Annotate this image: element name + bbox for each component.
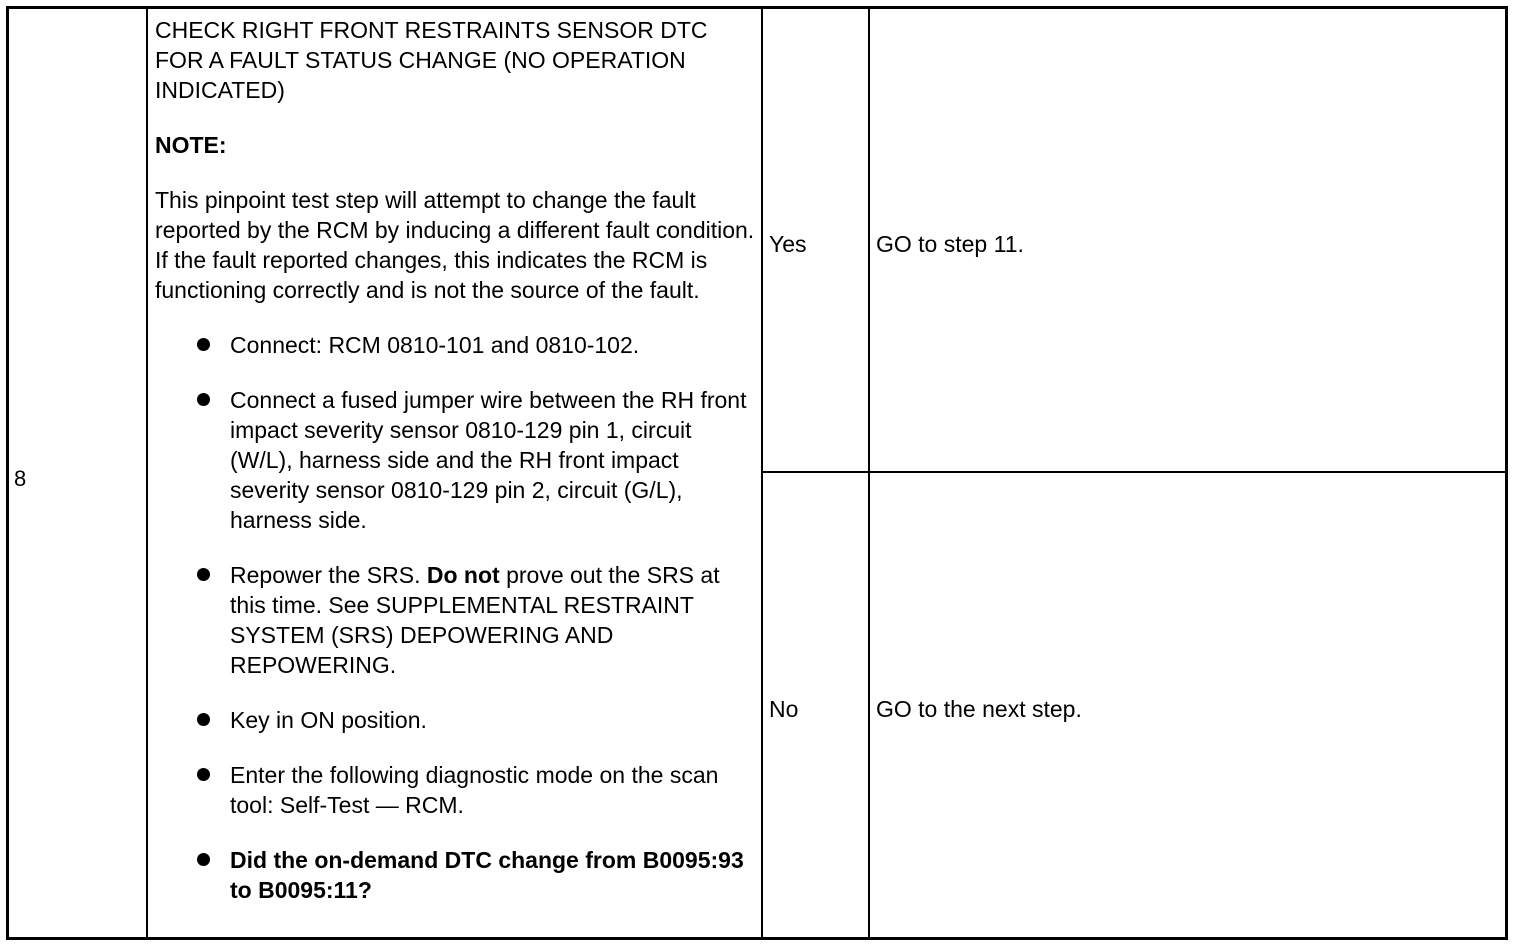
list-item	[155, 385, 755, 535]
instruction-text: prove out the SRS at this time. See SUPPLEMENTAL RESTRAINT SYSTEM (SRS) DEPOWERING AND REPOWERING.	[230, 562, 720, 678]
bullet-icon	[197, 393, 210, 406]
list-item	[155, 330, 755, 360]
instruction-text: Connect a fused jumper wire between the RH front impact severity sensor 0810-129 pin 1, circuit (W/L), harness side and the RH front impact severity sensor 0810-129 pin 2, circuit (G/L), harness side.	[230, 387, 747, 533]
bullet-icon	[197, 853, 210, 866]
bullet-icon	[197, 713, 210, 726]
column-divider	[761, 9, 763, 937]
bullet-icon	[197, 568, 210, 581]
column-divider	[868, 9, 870, 937]
list-item	[155, 760, 755, 820]
instruction-text: Key in ON position.	[230, 707, 427, 733]
instruction-text: Connect: RCM 0810-101 and 0810-102.	[230, 332, 640, 358]
answer-yes: Yes	[769, 231, 807, 257]
instruction-list	[155, 330, 755, 905]
instruction-text: Repower the SRS.	[230, 562, 427, 588]
note-text: This pinpoint test step will attempt to change the fault reported by the RCM by inducing a different fault condition. If the fault reported changes, this indicates the RCM is functioning correctly and is not the source of the fault.	[155, 187, 755, 303]
question-text: Did the on-demand DTC change from B0095:93 to B0095:11?	[230, 847, 744, 903]
list-item	[155, 705, 755, 735]
column-divider	[146, 9, 148, 937]
list-item	[155, 845, 755, 905]
answer-no: No	[769, 696, 799, 722]
step-title: CHECK RIGHT FRONT RESTRAINTS SENSOR DTC FOR A FAULT STATUS CHANGE (NO OPERATION INDICATED)	[155, 17, 708, 103]
procedure-table	[6, 6, 1508, 940]
test-step-content	[155, 15, 755, 905]
emphasis-text: Do not	[426, 562, 500, 588]
action-yes: GO to step 11.	[876, 231, 1024, 257]
note-label: NOTE:	[155, 132, 227, 158]
step-number: 8	[14, 466, 27, 491]
action-no: GO to the next step.	[876, 696, 1082, 722]
bullet-icon	[197, 338, 210, 351]
list-item	[155, 560, 755, 680]
row-divider	[761, 471, 1505, 473]
instruction-text: Enter the following diagnostic mode on the scan tool: Self-Test — RCM.	[230, 762, 719, 818]
bullet-icon	[197, 768, 210, 781]
